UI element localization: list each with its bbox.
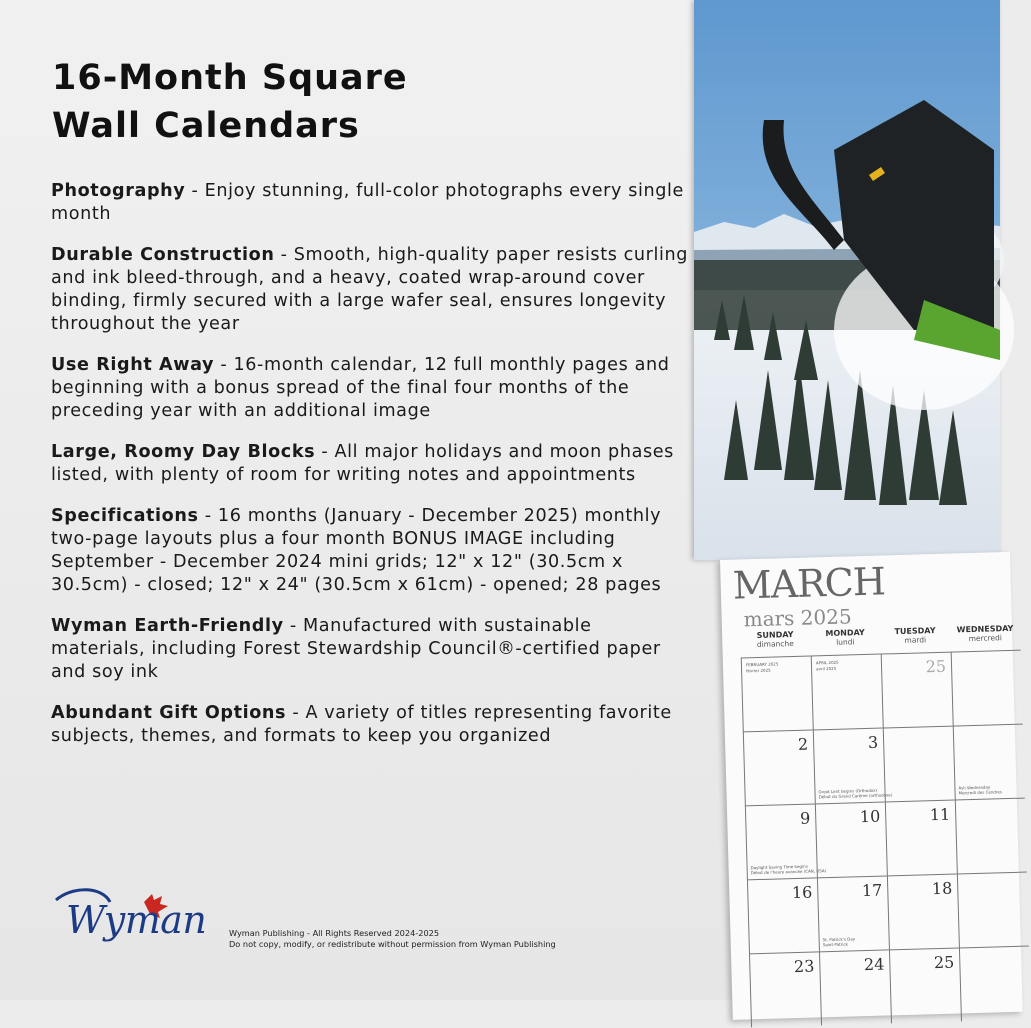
feature-specifications — [51, 505, 691, 597]
feature-text: - Enjoy stunning, full-color photographs every single month — [51, 181, 684, 224]
wyman-logo — [52, 880, 227, 960]
day-cell: 10 — [815, 801, 887, 877]
day-header-sunday: SUNDAY dimanche — [756, 629, 794, 650]
feature-earth-friendly — [51, 615, 691, 684]
page-title — [52, 54, 408, 150]
day-cell — [953, 724, 1025, 800]
holiday-note: Great Lent begins (Orthodox) Début du Grand Carême (orthodoxe) — [818, 787, 893, 800]
feature-heading: Large, Roomy Day Blocks — [51, 442, 316, 462]
day-cell: 24 — [819, 949, 891, 1025]
snowmobile-photo-image — [694, 0, 1000, 560]
day-cell: 25 — [889, 947, 961, 1023]
day-header-wednesday: WEDNESDAY mercredi — [956, 623, 1014, 644]
feature-text: - 16-month calendar, 12 full monthly pages and beginning with a bonus spread of the final four months of the preceding year with an additional image — [51, 355, 670, 421]
day-cell: 18 — [887, 874, 959, 950]
feature-heading: Use Right Away — [51, 355, 215, 375]
day-cell — [959, 946, 1031, 1022]
feature-day-blocks — [51, 441, 691, 487]
feature-photography — [51, 180, 691, 226]
day-header-monday: MONDAY lundi — [825, 627, 865, 647]
calendar-page — [720, 552, 1023, 1020]
feature-list — [51, 180, 691, 766]
feature-text: - Smooth, high-quality paper resists curling and ink bleed-through, and a heavy, coated wrap-around cover binding, firmly secured with a large wafer seal, ensures longevity throughout the year — [51, 245, 689, 334]
title-line-2: Wall Calendars — [52, 106, 360, 146]
feature-heading: Photography — [51, 181, 186, 201]
day-cell: 9 Daylight Saving Time begins Début de l'heure avancée (CAN, USA) — [745, 803, 817, 879]
day-cell: 23 — [749, 951, 821, 1027]
day-header-tuesday: TUESDAY mardi — [894, 626, 936, 645]
day-cell — [957, 872, 1029, 948]
legal-notice — [229, 928, 556, 950]
day-cell: 25 — [881, 652, 953, 728]
feature-text: - Manufactured with sustainable materials, including Forest Stewardship Council®-certified paper and soy ink — [51, 616, 661, 682]
holiday-note: St. Patrick's Day Saint-Patrick — [822, 936, 856, 948]
holiday-note: Ash Wednesday Mercredi des Cendres — [958, 784, 1003, 796]
day-cell: 16 — [747, 877, 819, 953]
holiday-note: Daylight Saving Time begins Début de l'heure avancée (CAN, USA) — [750, 863, 827, 876]
day-cell — [883, 726, 955, 802]
month-subtitle: mars 2025 — [743, 604, 852, 632]
legal-line-2: Do not copy, modify, or redistribute without permission from Wyman Publishing — [229, 939, 556, 949]
day-cell: 17 St. Patrick's Day Saint-Patrick — [817, 875, 889, 951]
logo-text: Wyman — [66, 898, 207, 942]
feature-text: - 16 months (January - December 2025) monthly two-page layouts plus a four month BONUS IMAGE including September - December 2024 mini grids; 12" x 12" (30.5cm x 30.5cm) - closed; 12" x 24" (30.5cm x 61cm) - opened; 28 pages — [51, 506, 662, 595]
feature-durable-construction — [51, 244, 691, 336]
feature-heading: Abundant Gift Options — [51, 703, 287, 723]
day-cell: 2 — [743, 729, 815, 805]
feature-use-right-away — [51, 354, 691, 423]
day-cell: 11 — [885, 800, 957, 876]
feature-heading: Durable Construction — [51, 245, 275, 265]
mini-grid-february: FEBRUARY 2025 février 2025 — [741, 656, 813, 732]
feature-text: - A variety of titles representing favorite subjects, themes, and formats to keep you organized — [51, 703, 672, 746]
day-cell — [955, 798, 1027, 874]
day-cell — [951, 650, 1023, 726]
snowmobile-photo — [694, 0, 1000, 560]
feature-heading: Wyman Earth-Friendly — [51, 616, 284, 636]
month-title: MARCH — [732, 559, 886, 608]
feature-text: - All major holidays and moon phases listed, with plenty of room for writing notes and appointments — [51, 442, 674, 485]
day-cell: 3 Great Lent begins (Orthodox) Début du Grand Carême (orthodoxe) — [813, 728, 885, 804]
mini-grid-april: APRIL 2025 avril 2025 — [811, 654, 883, 730]
legal-line-1: Wyman Publishing - All Rights Reserved 2024-2025 — [229, 928, 440, 938]
feature-gift-options — [51, 702, 691, 748]
title-line-1: 16-Month Square — [52, 58, 408, 98]
feature-heading: Specifications — [51, 506, 199, 526]
